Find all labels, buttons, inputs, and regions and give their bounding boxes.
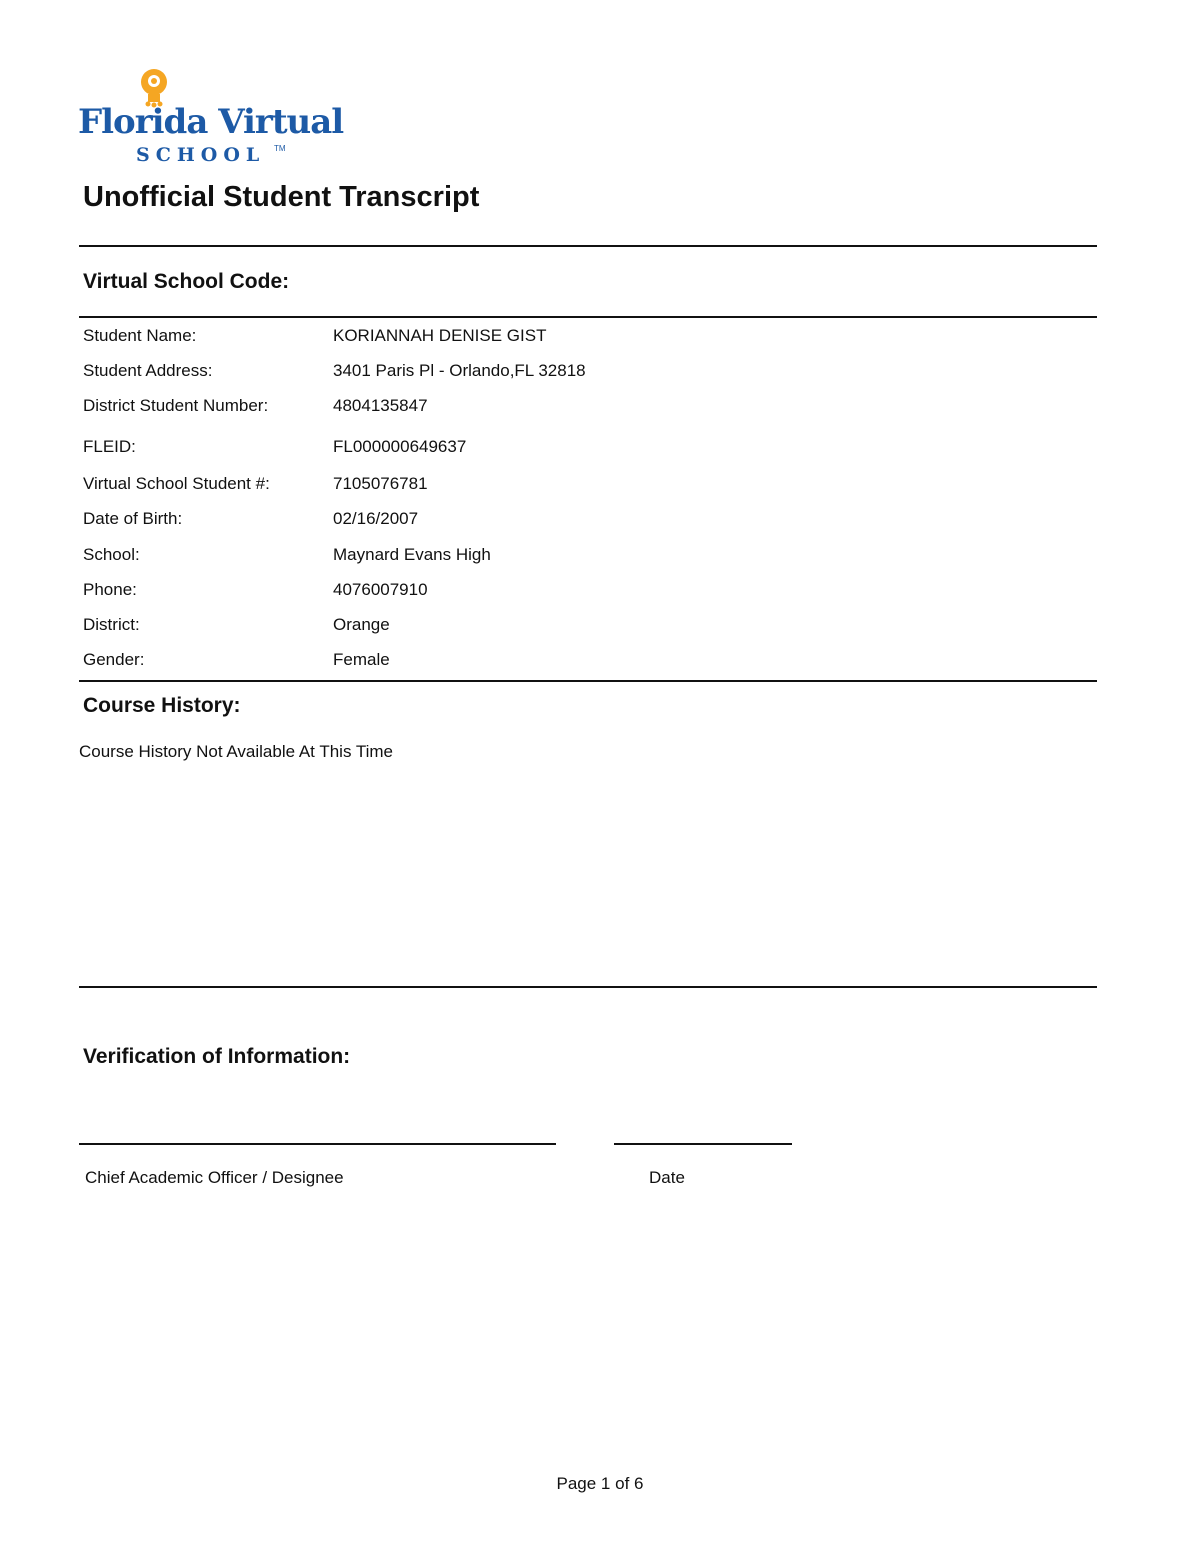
info-label: FLEID: bbox=[83, 437, 136, 456]
info-row-date-of-birth bbox=[83, 509, 1083, 533]
info-value: 3401 Paris Pl - Orlando,FL 32818 bbox=[333, 361, 586, 380]
info-row-district-student-number bbox=[83, 396, 1083, 420]
logo-trademark: TM bbox=[274, 144, 286, 153]
info-row-gender bbox=[83, 650, 1083, 674]
verification-heading: Verification of Information: bbox=[83, 1045, 351, 1068]
info-label: School: bbox=[83, 545, 140, 564]
school-code-heading: Virtual School Code: bbox=[83, 270, 290, 293]
info-label: Gender: bbox=[83, 650, 145, 669]
page-word: Page bbox=[556, 1474, 597, 1493]
info-value: 4076007910 bbox=[333, 580, 428, 599]
logo-subword: SCHOOL bbox=[136, 144, 266, 166]
info-label: Date of Birth: bbox=[83, 509, 183, 528]
signature-line bbox=[79, 1143, 556, 1145]
divider bbox=[79, 245, 1097, 247]
info-label: District Student Number: bbox=[83, 396, 269, 415]
info-label: Student Address: bbox=[83, 361, 213, 380]
info-value: Maynard Evans High bbox=[333, 545, 491, 564]
logo-wordmark: Florida Virtual bbox=[78, 102, 344, 142]
info-row-student-name bbox=[83, 326, 1083, 350]
info-value: Orange bbox=[333, 615, 390, 634]
info-row-phone bbox=[83, 580, 1083, 604]
info-value: 4804135847 bbox=[333, 396, 428, 415]
info-row-virtual-school-student-number bbox=[83, 474, 1083, 498]
info-label: District: bbox=[83, 615, 140, 634]
info-value: 7105076781 bbox=[333, 474, 428, 493]
info-value: 02/16/2007 bbox=[333, 509, 419, 528]
of-word: of bbox=[615, 1474, 630, 1493]
info-label: Virtual School Student #: bbox=[83, 474, 270, 493]
info-label: Student Name: bbox=[83, 326, 197, 345]
divider bbox=[79, 680, 1097, 682]
date-label: Date bbox=[649, 1168, 685, 1187]
date-line bbox=[614, 1143, 792, 1145]
info-value: FL000000649637 bbox=[333, 437, 467, 456]
info-row-fleid bbox=[83, 437, 1083, 461]
florida-virtual-school-logo bbox=[78, 68, 344, 168]
page-total: 6 bbox=[634, 1474, 644, 1493]
info-row-school bbox=[83, 545, 1083, 569]
page-footer bbox=[0, 1474, 1200, 1494]
page-current: 1 bbox=[600, 1474, 611, 1493]
info-row-student-address bbox=[83, 361, 1083, 385]
divider bbox=[79, 316, 1097, 318]
course-history-heading: Course History: bbox=[83, 694, 241, 717]
info-row-district bbox=[83, 615, 1083, 639]
info-label: Phone: bbox=[83, 580, 137, 599]
info-value: KORIANNAH DENISE GIST bbox=[333, 326, 547, 345]
divider bbox=[79, 986, 1097, 988]
info-value: Female bbox=[333, 650, 390, 669]
document-title: Unofficial Student Transcript bbox=[83, 181, 480, 213]
course-history-note: Course History Not Available At This Time bbox=[79, 742, 394, 761]
signature-label: Chief Academic Officer / Designee bbox=[85, 1168, 344, 1187]
